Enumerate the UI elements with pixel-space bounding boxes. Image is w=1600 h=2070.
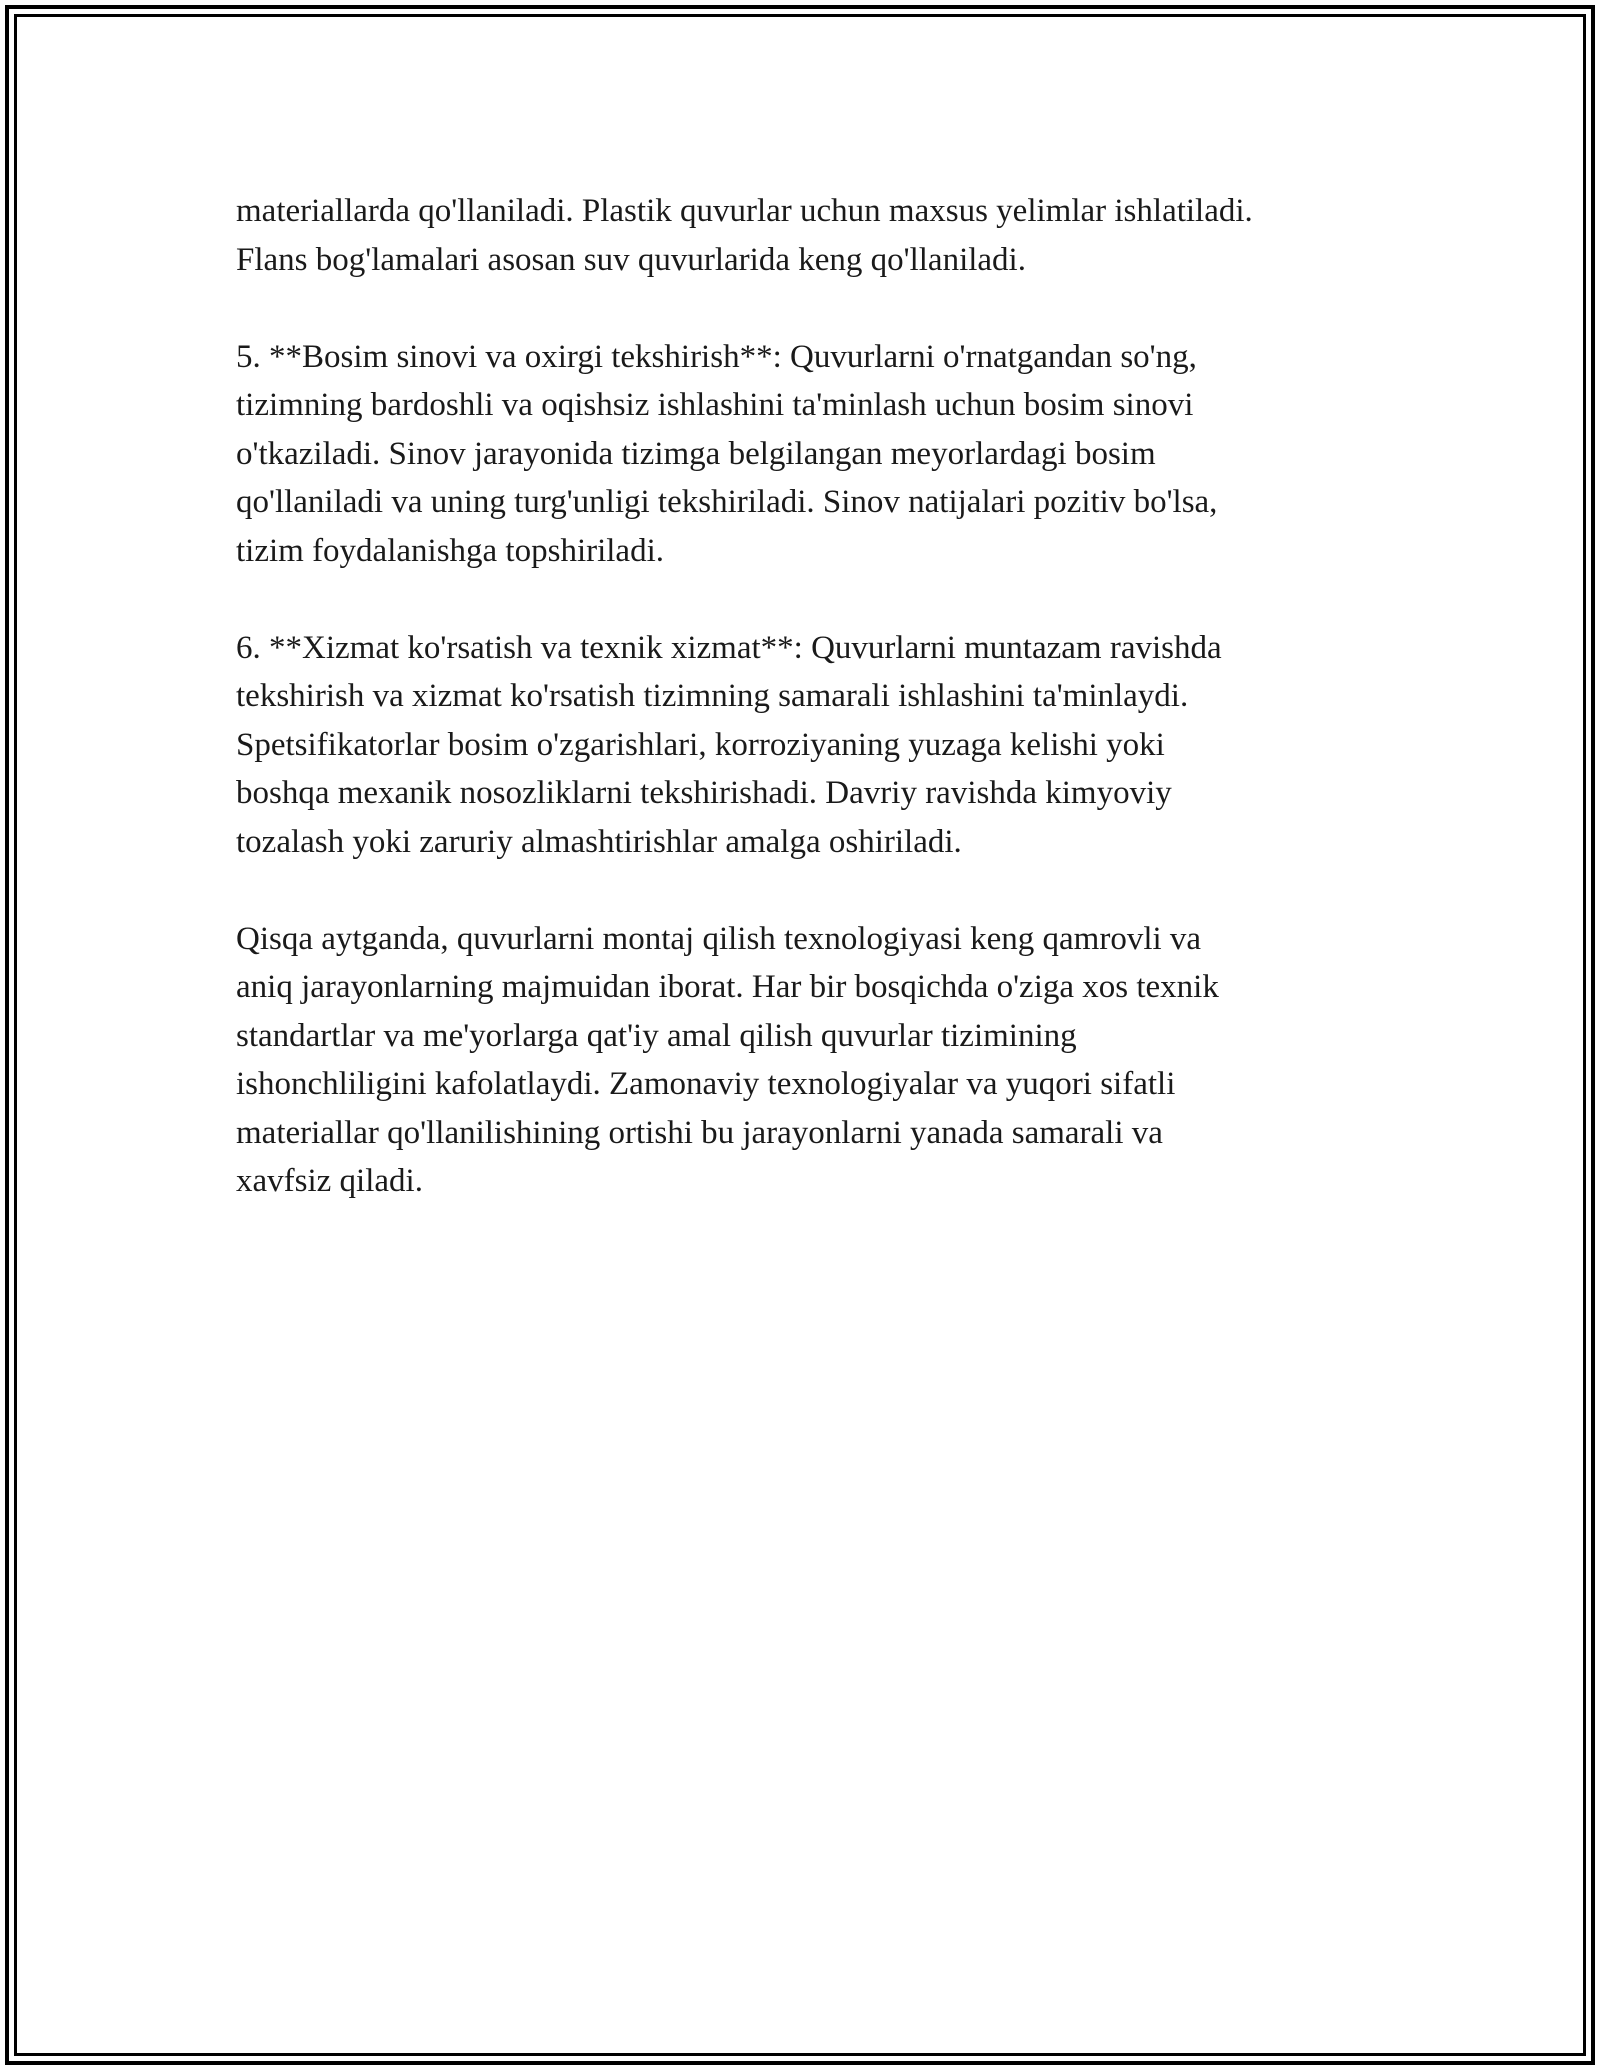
paragraph-maintenance: 6. **Xizmat ko'rsatish va texnik xizmat**: Quvurlarni muntazam ravishda tekshirish va xizmat ko'rsatish tizimning samarali ishlashini ta'minlaydi. Spetsifikatorlar bosim o'zgarishlari, korroziyaning yuzaga kelishi yoki boshqa mexanik nosozliklarni tekshirishadi. Davriy ravishda kimyoviy tozalash yoki zaruriy almashtirishlar amalga oshiriladi.: [236, 629, 1222, 860]
paragraph-pressure-test: 5. **Bosim sinovi va oxirgi tekshirish**: Quvurlarni o'rnatgandan so'ng, tizimning bardoshli va oqishsiz ishlashini ta'minlash uchun bosim sinovi o'tkaziladi. Sinov jarayonida tizimga belgilangan meyorlardagi bosim qo'llaniladi va uning turg'unligi tekshiriladi. Sinov natijalari pozitiv bo'lsa, tizim foydalanishga topshiriladi.: [236, 338, 1218, 569]
paragraph-summary: Qisqa aytganda, quvurlarni montaj qilish texnologiyasi keng qamrovli va aniq jarayonlarning majmuidan iborat. Har bir bosqichda o'ziga xos texnik standartlar va me'yorlarga qat'iy amal qilish quvurlar tizimining ishonchliligini kafolatlaydi. Zamonaviy texnologiyalar va yuqori sifatli materiallar qo'llanilishining ortishi bu jarayonlarni yanada samarali va xavfsiz qiladi.: [236, 920, 1219, 1199]
document-body: [236, 187, 1416, 1206]
paragraph-materials-continued: materiallarda qo'llaniladi. Plastik quvurlar uchun maxsus yelimlar ishlatiladi. Flans bog'lamalari asosan suv quvurlarida keng qo'llaniladi.: [236, 193, 1253, 278]
